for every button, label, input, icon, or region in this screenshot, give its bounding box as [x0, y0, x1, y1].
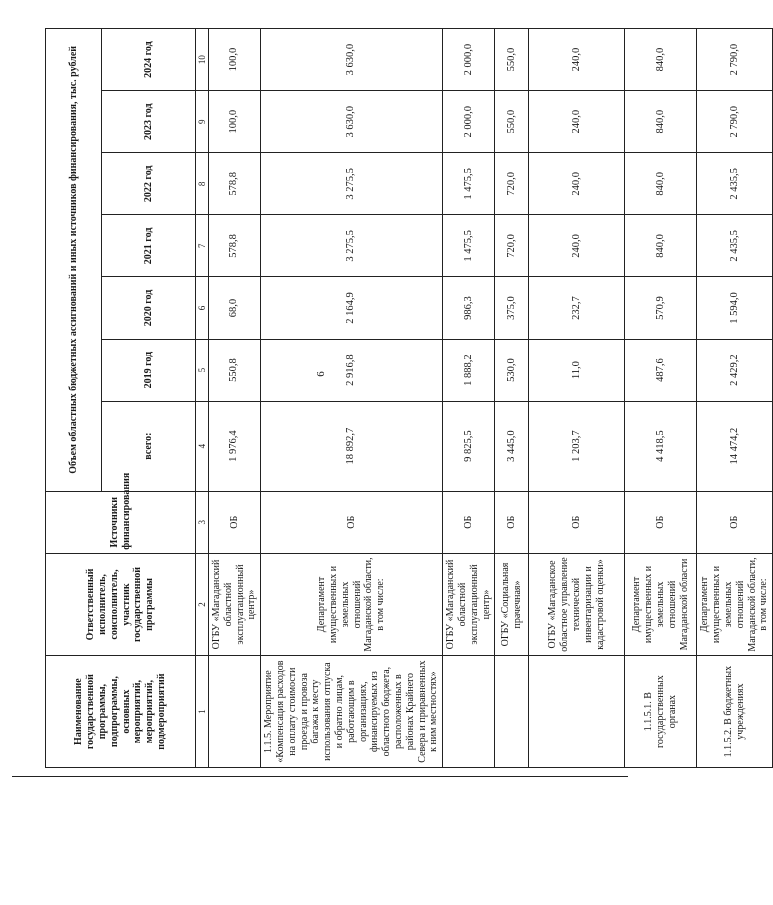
total-cell: 1 203,7 — [529, 401, 625, 491]
header-volume: Объем областных бюджетных ассигнований и иных источников финансирования, тыс. рублей — [46, 29, 102, 492]
total-cell: 14 474,2 — [697, 401, 773, 491]
year-value-cell: 3 275,5 — [261, 215, 443, 277]
column-number: 1 — [196, 656, 209, 768]
header-year: 2024 год — [102, 29, 196, 91]
header-year: 2021 год — [102, 215, 196, 277]
year-value-cell: 2 000,0 — [443, 91, 495, 153]
total-cell: 4 418,5 — [625, 401, 697, 491]
name-cell: 1.1.5. Мероприятие «Компенсация расходов на оплату стоимости проезда и провоза багажа к месту использования отпуска и обратно лицам, работающим в организациях, финансируемых из областного бюджета, расположенных в районах Крайнего Севера и приравненных к ним местностях» — [261, 656, 443, 768]
year-value-cell: 11,0 — [529, 339, 625, 401]
year-value-cell: 375,0 — [495, 277, 529, 339]
year-value-cell: 1 888,2 — [443, 339, 495, 401]
responsible-cell: Департамент имущественных и земельных отношений Магаданской области, в том числе: — [697, 553, 773, 655]
column-number: 10 — [196, 29, 209, 91]
year-value-cell: 840,0 — [625, 29, 697, 91]
name-cell — [529, 656, 625, 768]
year-value-cell: 3 630,0 — [261, 29, 443, 91]
source-cell: ОБ — [529, 491, 625, 553]
year-value-cell: 2 790,0 — [697, 29, 773, 91]
responsible-cell: ОГБУ «Магаданский областной эксплуатационный центр» — [209, 553, 261, 655]
column-number: 3 — [196, 491, 209, 553]
year-value-cell: 487,6 — [625, 339, 697, 401]
year-value-cell: 570,9 — [625, 277, 697, 339]
year-value-cell: 2 916,8 — [261, 339, 443, 401]
name-cell: 1.1.5.1. В государственных органах — [625, 656, 697, 768]
year-value-cell: 550,8 — [209, 339, 261, 401]
name-cell — [209, 656, 261, 768]
header-year: 2022 год — [102, 153, 196, 215]
responsible-cell: ОГБУ «Магаданское областное управление технической инвентаризации и кадастровой оценки» — [529, 553, 625, 655]
bottom-rule — [12, 776, 628, 777]
column-number: 5 — [196, 339, 209, 401]
year-value-cell: 840,0 — [625, 215, 697, 277]
total-cell: 3 445,0 — [495, 401, 529, 491]
year-value-cell: 840,0 — [625, 91, 697, 153]
year-value-cell: 2 790,0 — [697, 91, 773, 153]
year-value-cell: 2 164,9 — [261, 277, 443, 339]
header-year: 2020 год — [102, 277, 196, 339]
header-name: Наименование государственной программы, подпрограммы, основных мероприятий, мероприятий, подмероприятий — [46, 656, 196, 768]
year-value-cell: 2 429,2 — [697, 339, 773, 401]
year-value-cell: 100,0 — [209, 29, 261, 91]
source-cell: ОБ — [209, 491, 261, 553]
column-number: 6 — [196, 277, 209, 339]
budget-table — [45, 28, 773, 768]
responsible-cell: Департамент имущественных и земельных отношений Магаданской области, в том числе: — [261, 553, 443, 655]
year-value-cell: 2 000,0 — [443, 29, 495, 91]
name-cell — [443, 656, 495, 768]
year-value-cell: 240,0 — [529, 91, 625, 153]
table-row — [443, 29, 495, 768]
year-value-cell: 578,8 — [209, 215, 261, 277]
year-value-cell: 986,3 — [443, 277, 495, 339]
header-responsible: Ответственный исполнитель, соисполнитель, участник государственной программы — [46, 553, 196, 655]
source-cell: ОБ — [625, 491, 697, 553]
year-value-cell: 232,7 — [529, 277, 625, 339]
table-row — [529, 29, 625, 768]
year-value-cell: 240,0 — [529, 153, 625, 215]
column-number: 8 — [196, 153, 209, 215]
responsible-cell: ОГБУ «Социальная прачечная» — [495, 553, 529, 655]
year-value-cell: 720,0 — [495, 153, 529, 215]
table-row — [261, 29, 443, 768]
header-year: 2019 год — [102, 339, 196, 401]
year-value-cell: 550,0 — [495, 91, 529, 153]
year-value-cell: 1 475,5 — [443, 153, 495, 215]
header-year: 2023 год — [102, 91, 196, 153]
year-value-cell: 240,0 — [529, 215, 625, 277]
year-value-cell: 840,0 — [625, 153, 697, 215]
table-row — [625, 29, 697, 768]
responsible-cell: Департамент имущественных и земельных отношений Магаданской области — [625, 553, 697, 655]
year-value-cell: 2 435,5 — [697, 153, 773, 215]
responsible-cell: ОГБУ «Магаданский областной эксплуатационный центр» — [443, 553, 495, 655]
column-number-row — [196, 29, 209, 768]
name-cell: 1.1.5.2. В бюджетных учреждениях — [697, 656, 773, 768]
year-value-cell: 720,0 — [495, 215, 529, 277]
table-row — [209, 29, 261, 768]
year-value-cell: 1 475,5 — [443, 215, 495, 277]
year-value-cell: 530,0 — [495, 339, 529, 401]
source-cell: ОБ — [697, 491, 773, 553]
column-number: 2 — [196, 553, 209, 655]
year-value-cell: 3 630,0 — [261, 91, 443, 153]
column-number: 4 — [196, 401, 209, 491]
table-body — [209, 29, 773, 768]
page-number: 6 — [314, 371, 327, 377]
year-value-cell: 550,0 — [495, 29, 529, 91]
table-row — [495, 29, 529, 768]
header-source: Источники финансирования — [46, 491, 196, 553]
header-total: всего: — [102, 401, 196, 491]
source-cell: ОБ — [261, 491, 443, 553]
year-value-cell: 100,0 — [209, 91, 261, 153]
year-value-cell: 3 275,5 — [261, 153, 443, 215]
column-number: 7 — [196, 215, 209, 277]
total-cell: 9 825,5 — [443, 401, 495, 491]
table-row — [697, 29, 773, 768]
source-cell: ОБ — [443, 491, 495, 553]
total-cell: 18 892,7 — [261, 401, 443, 491]
year-value-cell: 240,0 — [529, 29, 625, 91]
year-value-cell: 1 594,0 — [697, 277, 773, 339]
column-number: 9 — [196, 91, 209, 153]
year-value-cell: 2 435,5 — [697, 215, 773, 277]
year-value-cell: 578,8 — [209, 153, 261, 215]
name-cell — [495, 656, 529, 768]
rotated-table-wrapper — [45, 28, 770, 768]
year-value-cell: 68,0 — [209, 277, 261, 339]
source-cell: ОБ — [495, 491, 529, 553]
total-cell: 1 976,4 — [209, 401, 261, 491]
